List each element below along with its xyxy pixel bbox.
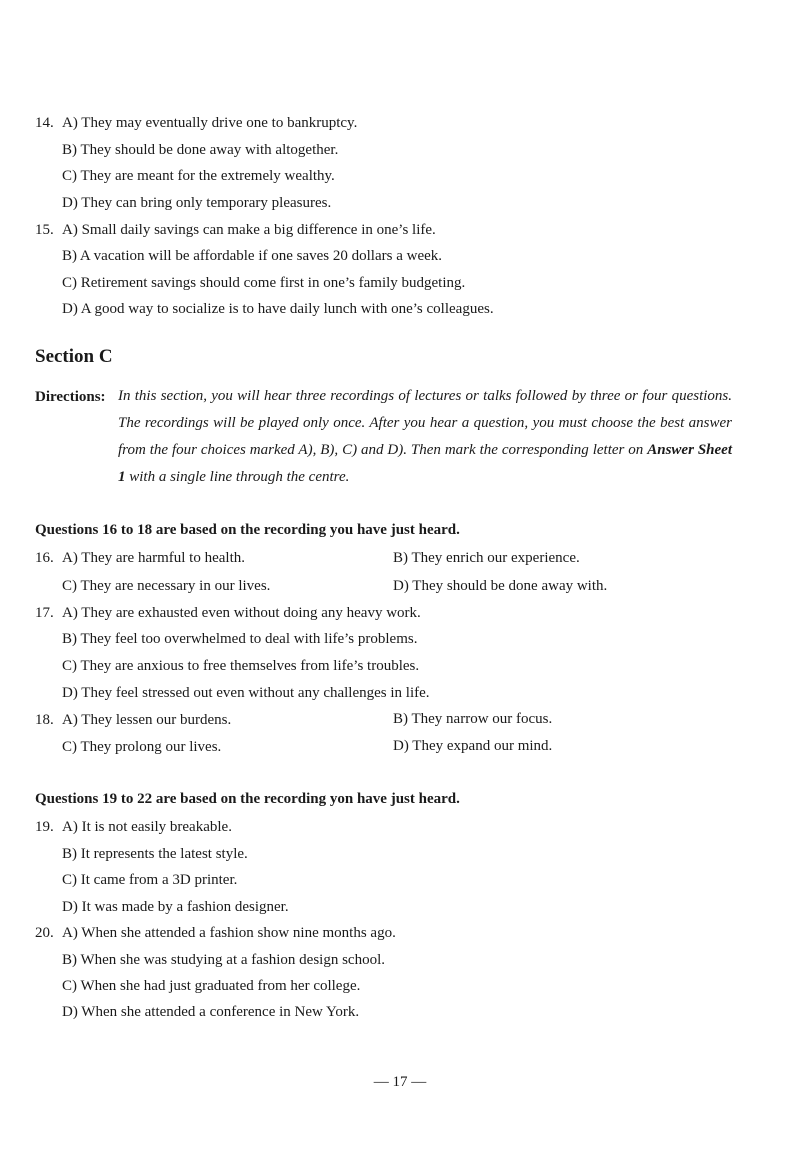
q18-option-c: C) They prolong our lives.	[62, 739, 222, 755]
q20-option-d: D) When she attended a conference in New York.	[62, 1004, 360, 1020]
q14-option-a: A) They may eventually drive one to bankruptcy.	[62, 115, 358, 131]
question-20-number: 20.	[35, 925, 54, 941]
q17-option-d: D) They feel stressed out even without any challenges in life.	[62, 685, 430, 701]
question-group-heading-16-18: Questions 16 to 18 are based on the recording you have just heard.	[35, 522, 460, 538]
question-15-number: 15.	[35, 222, 54, 238]
question-18-number: 18.	[35, 712, 54, 728]
q19-option-c: C) It came from a 3D printer.	[62, 872, 238, 888]
q14-option-b: B) They should be done away with altogether.	[62, 142, 339, 158]
q14-option-d: D) They can bring only temporary pleasures.	[62, 195, 332, 211]
q19-option-a: A) It is not easily breakable.	[62, 819, 232, 835]
q18-option-b: B) They narrow our focus.	[393, 711, 553, 727]
q16-option-c: C) They are necessary in our lives.	[62, 578, 271, 594]
q19-option-b: B) It represents the latest style.	[62, 846, 248, 862]
q18-option-d: D) They expand our mind.	[393, 738, 553, 754]
q19-option-d: D) It was made by a fashion designer.	[62, 899, 289, 915]
answer-sheet-label: Answer Sheet 1	[118, 442, 732, 485]
question-group-heading-19-22: Questions 19 to 22 are based on the recording yon have just heard.	[35, 791, 460, 807]
q17-option-b: B) They feel too overwhelmed to deal with life’s problems.	[62, 631, 418, 647]
q16-option-a: A) They are harmful to health.	[62, 550, 245, 566]
q18-option-a: A) They lessen our burdens.	[62, 712, 232, 728]
directions-text-part1: In this section, you will hear three recordings of lectures or talks followed by three or four questions. The recordings will be played only once. After you hear a question, you must choose the best answer from the four choices marked A), B), C) and D). Then mark the corresponding letter on	[118, 388, 732, 458]
question-17-number: 17.	[35, 605, 54, 621]
q20-option-b: B) When she was studying at a fashion design school.	[62, 952, 386, 968]
directions-text	[118, 383, 732, 491]
q15-option-a: A) Small daily savings can make a big difference in one’s life.	[62, 222, 436, 238]
q17-option-a: A) They are exhausted even without doing any heavy work.	[62, 605, 421, 621]
q16-option-d: D) They should be done away with.	[393, 578, 608, 594]
q20-option-c: C) When she had just graduated from her college.	[62, 978, 361, 994]
q20-option-a: A) When she attended a fashion show nine months ago.	[62, 925, 396, 941]
q15-option-c: C) Retirement savings should come first in one’s family budgeting.	[62, 275, 466, 291]
directions-text-part2: with a single line through the centre.	[125, 469, 350, 485]
question-19-number: 19.	[35, 819, 54, 835]
q14-option-c: C) They are meant for the extremely wealthy.	[62, 168, 335, 184]
question-14-number: 14.	[35, 115, 54, 131]
page-number: — 17 —	[373, 1074, 427, 1090]
q16-option-b: B) They enrich our experience.	[393, 550, 580, 566]
q17-option-c: C) They are anxious to free themselves from life’s troubles.	[62, 658, 420, 674]
directions-label: Directions:	[35, 389, 106, 405]
q15-option-d: D) A good way to socialize is to have daily lunch with one’s colleagues.	[62, 301, 494, 317]
q15-option-b: B) A vacation will be affordable if one saves 20 dollars a week.	[62, 248, 443, 264]
question-16-number: 16.	[35, 550, 54, 566]
section-c-title: Section C	[35, 346, 113, 367]
